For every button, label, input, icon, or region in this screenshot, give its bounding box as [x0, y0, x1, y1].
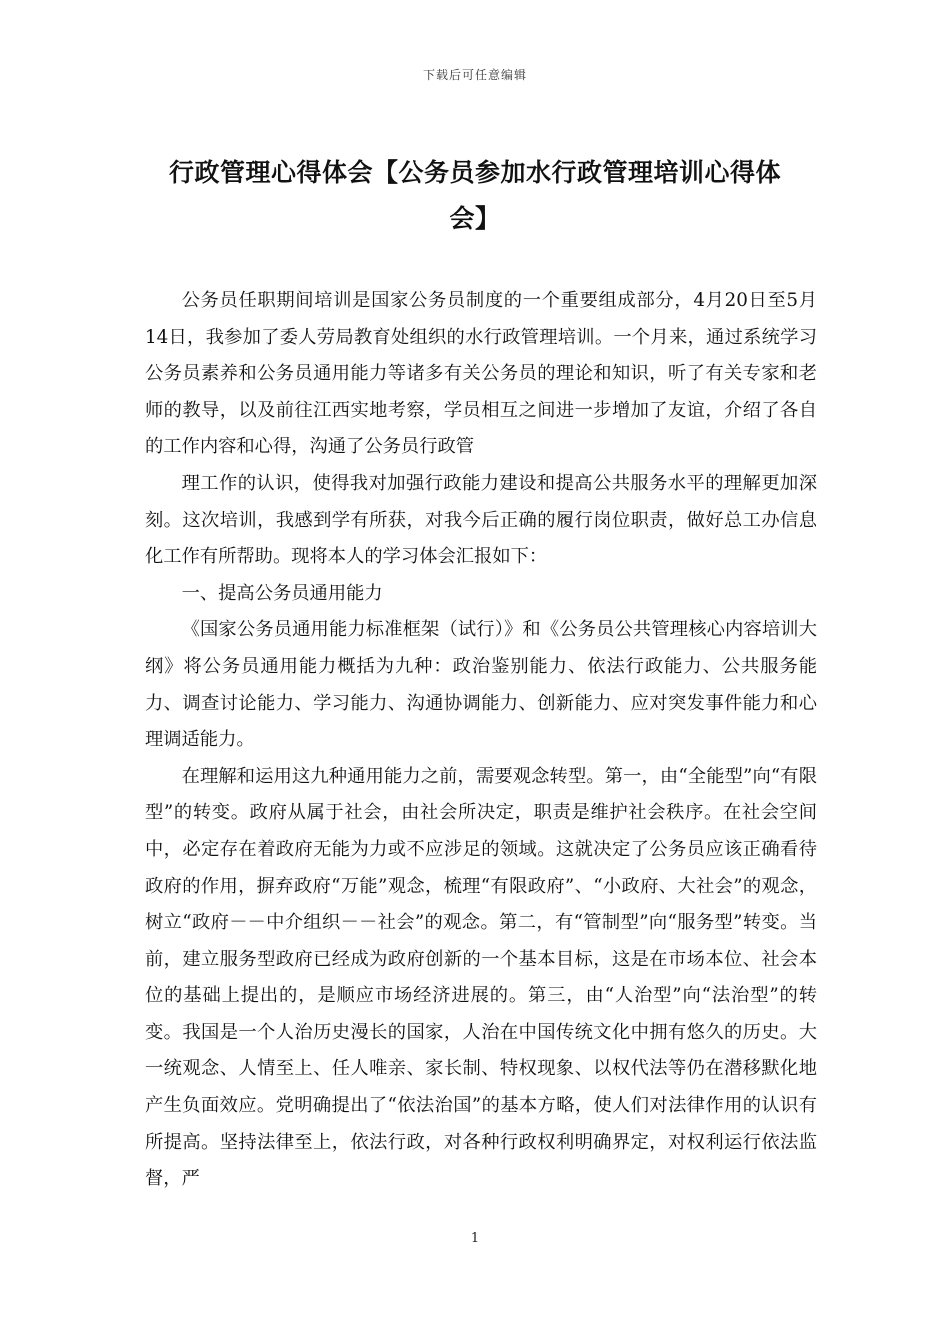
paragraph-3: 《国家公务员通用能力标准框架（试行）》和《公务员公共管理核心内容培训大纲》将公务员通用能力概括为九种：政治鉴别能力、依法行政能力、公共服务能力、调查讨论能力、学习能力、沟通协调能力、创新能力、应对突发事件能力和心理调适能力。 [145, 619, 817, 751]
document-title: 行政管理心得体会【公务员参加水行政管理培训心得体会】 [168, 158, 781, 233]
paragraph-1: 公务员任职期间培训是国家公务员制度的一个重要组成部分，4月20日至5月14日，我参加了委人劳局教育处组织的水行政管理培训。一个月来，通过系统学习公务员素养和公务员通用能力等诸多有关公务员的理论和知识，听了有关专家和老师的教导，以及前往江西实地考察，学员相互之间进一步增加了友谊，介绍了各自的工作内容和心得，沟通了公务员行政管 [145, 290, 817, 458]
page-number: 1 [470, 1231, 480, 1246]
paragraph-4: 在理解和运用这九种通用能力之前，需要观念转型。第一，由“全能型”向“有限型”的转变。政府从属于社会，由社会所决定，职责是维护社会秩序。在社会空间中，必定存在着政府无能为力或不应涉足的领域。这就决定了公务员应该正确看待政府的作用，摒弃政府“万能”观念，梳理“有限政府”、“小政府、大社会”的观念，树立“政府－－中介组织－－社会”的观念。第二，有“管制型”向“服务型”转变。当前，建立服务型政府已经成为政府创新的一个基本目标，这是在市场本位、社会本位的基础上提出的，是顺应市场经济进展的。第三，由“人治型”向“法治型”的转变。我国是一个人治历史漫长的国家，人治在中国传统文化中拥有悠久的历史。大一统观念、人情至上、任人唯亲、家长制、特权现象、以权代法等仍在潜移默化地产生负面效应。党明确提出了“依法治国”的基本方略，使人们对法律作用的认识有所提高。坚持法律至上，依法行政，对各种行政权利明确界定，对权利运行依法监督，严 [145, 765, 817, 1190]
header-note: 下载后可任意编辑 [422, 68, 527, 82]
section-heading-1: 一、提高公务员通用能力 [181, 582, 383, 604]
document-body [145, 283, 817, 1198]
paragraph-2: 理工作的认识，使得我对加强行政能力建设和提高公共服务水平的理解更加深刻。这次培训，我感到学有所获，对我今后正确的履行岗位职责，做好总工办信息化工作有所帮助。现将本人的学习体会汇报如下： [145, 472, 817, 568]
